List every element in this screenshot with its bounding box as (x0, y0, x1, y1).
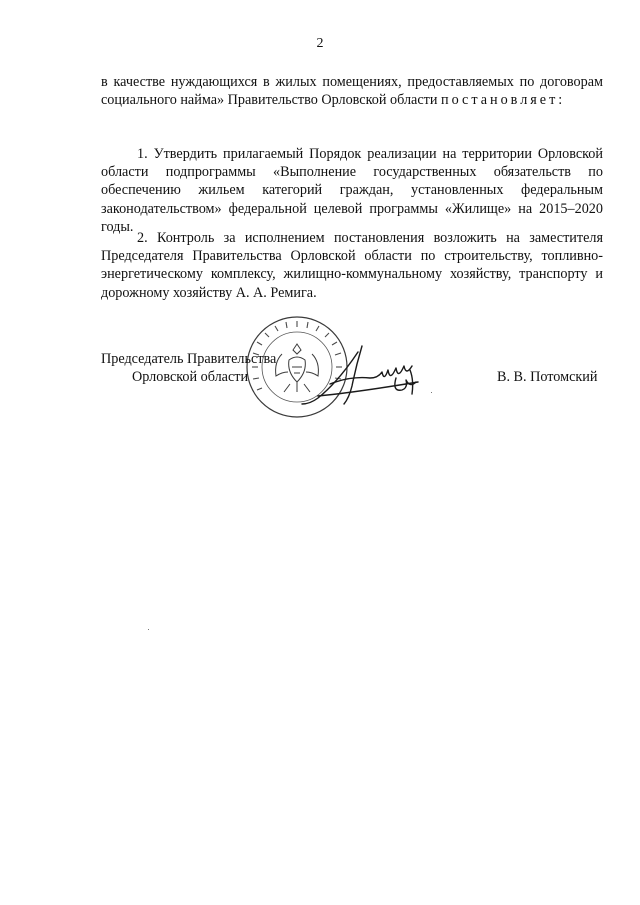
handwritten-signature-icon (300, 340, 440, 410)
resolution-item-2: 2. Контроль за исполнением постановления возложить на заместителя Председателя Правительства Орловской области по строительству, топливно-энергетическому комплексу, жилищно-коммунальному хозяйству, транспорту и дорожному хозяйству А. А. Ремига. (101, 230, 603, 301)
signer-title-line-1: Председатель Правительства (101, 351, 277, 367)
intro-text: в качестве нуждающихся в жилых помещениях, предоставляемых по договорам социального найма» Правительство Орловской области (101, 74, 603, 109)
signer-title (101, 350, 276, 386)
intro-paragraph (101, 73, 603, 109)
scan-speck (431, 392, 432, 393)
page-number: 2 (316, 36, 324, 51)
scan-speck (148, 629, 149, 630)
resolution-item-1: 1. Утвердить прилагаемый Порядок реализации на территории Орловской области подпрограммы «Выполнение государственных обязательств по обеспечению жильем категорий граждан, установленных федеральным законодательством» федеральной целевой программы «Жилище» на 2015–2020 годы. (101, 146, 603, 235)
signer-title-line-2: Орловской области (132, 369, 249, 385)
resolution-verb: постановляет: (440, 92, 566, 109)
signer-name: В. В. Потомский (497, 369, 598, 385)
